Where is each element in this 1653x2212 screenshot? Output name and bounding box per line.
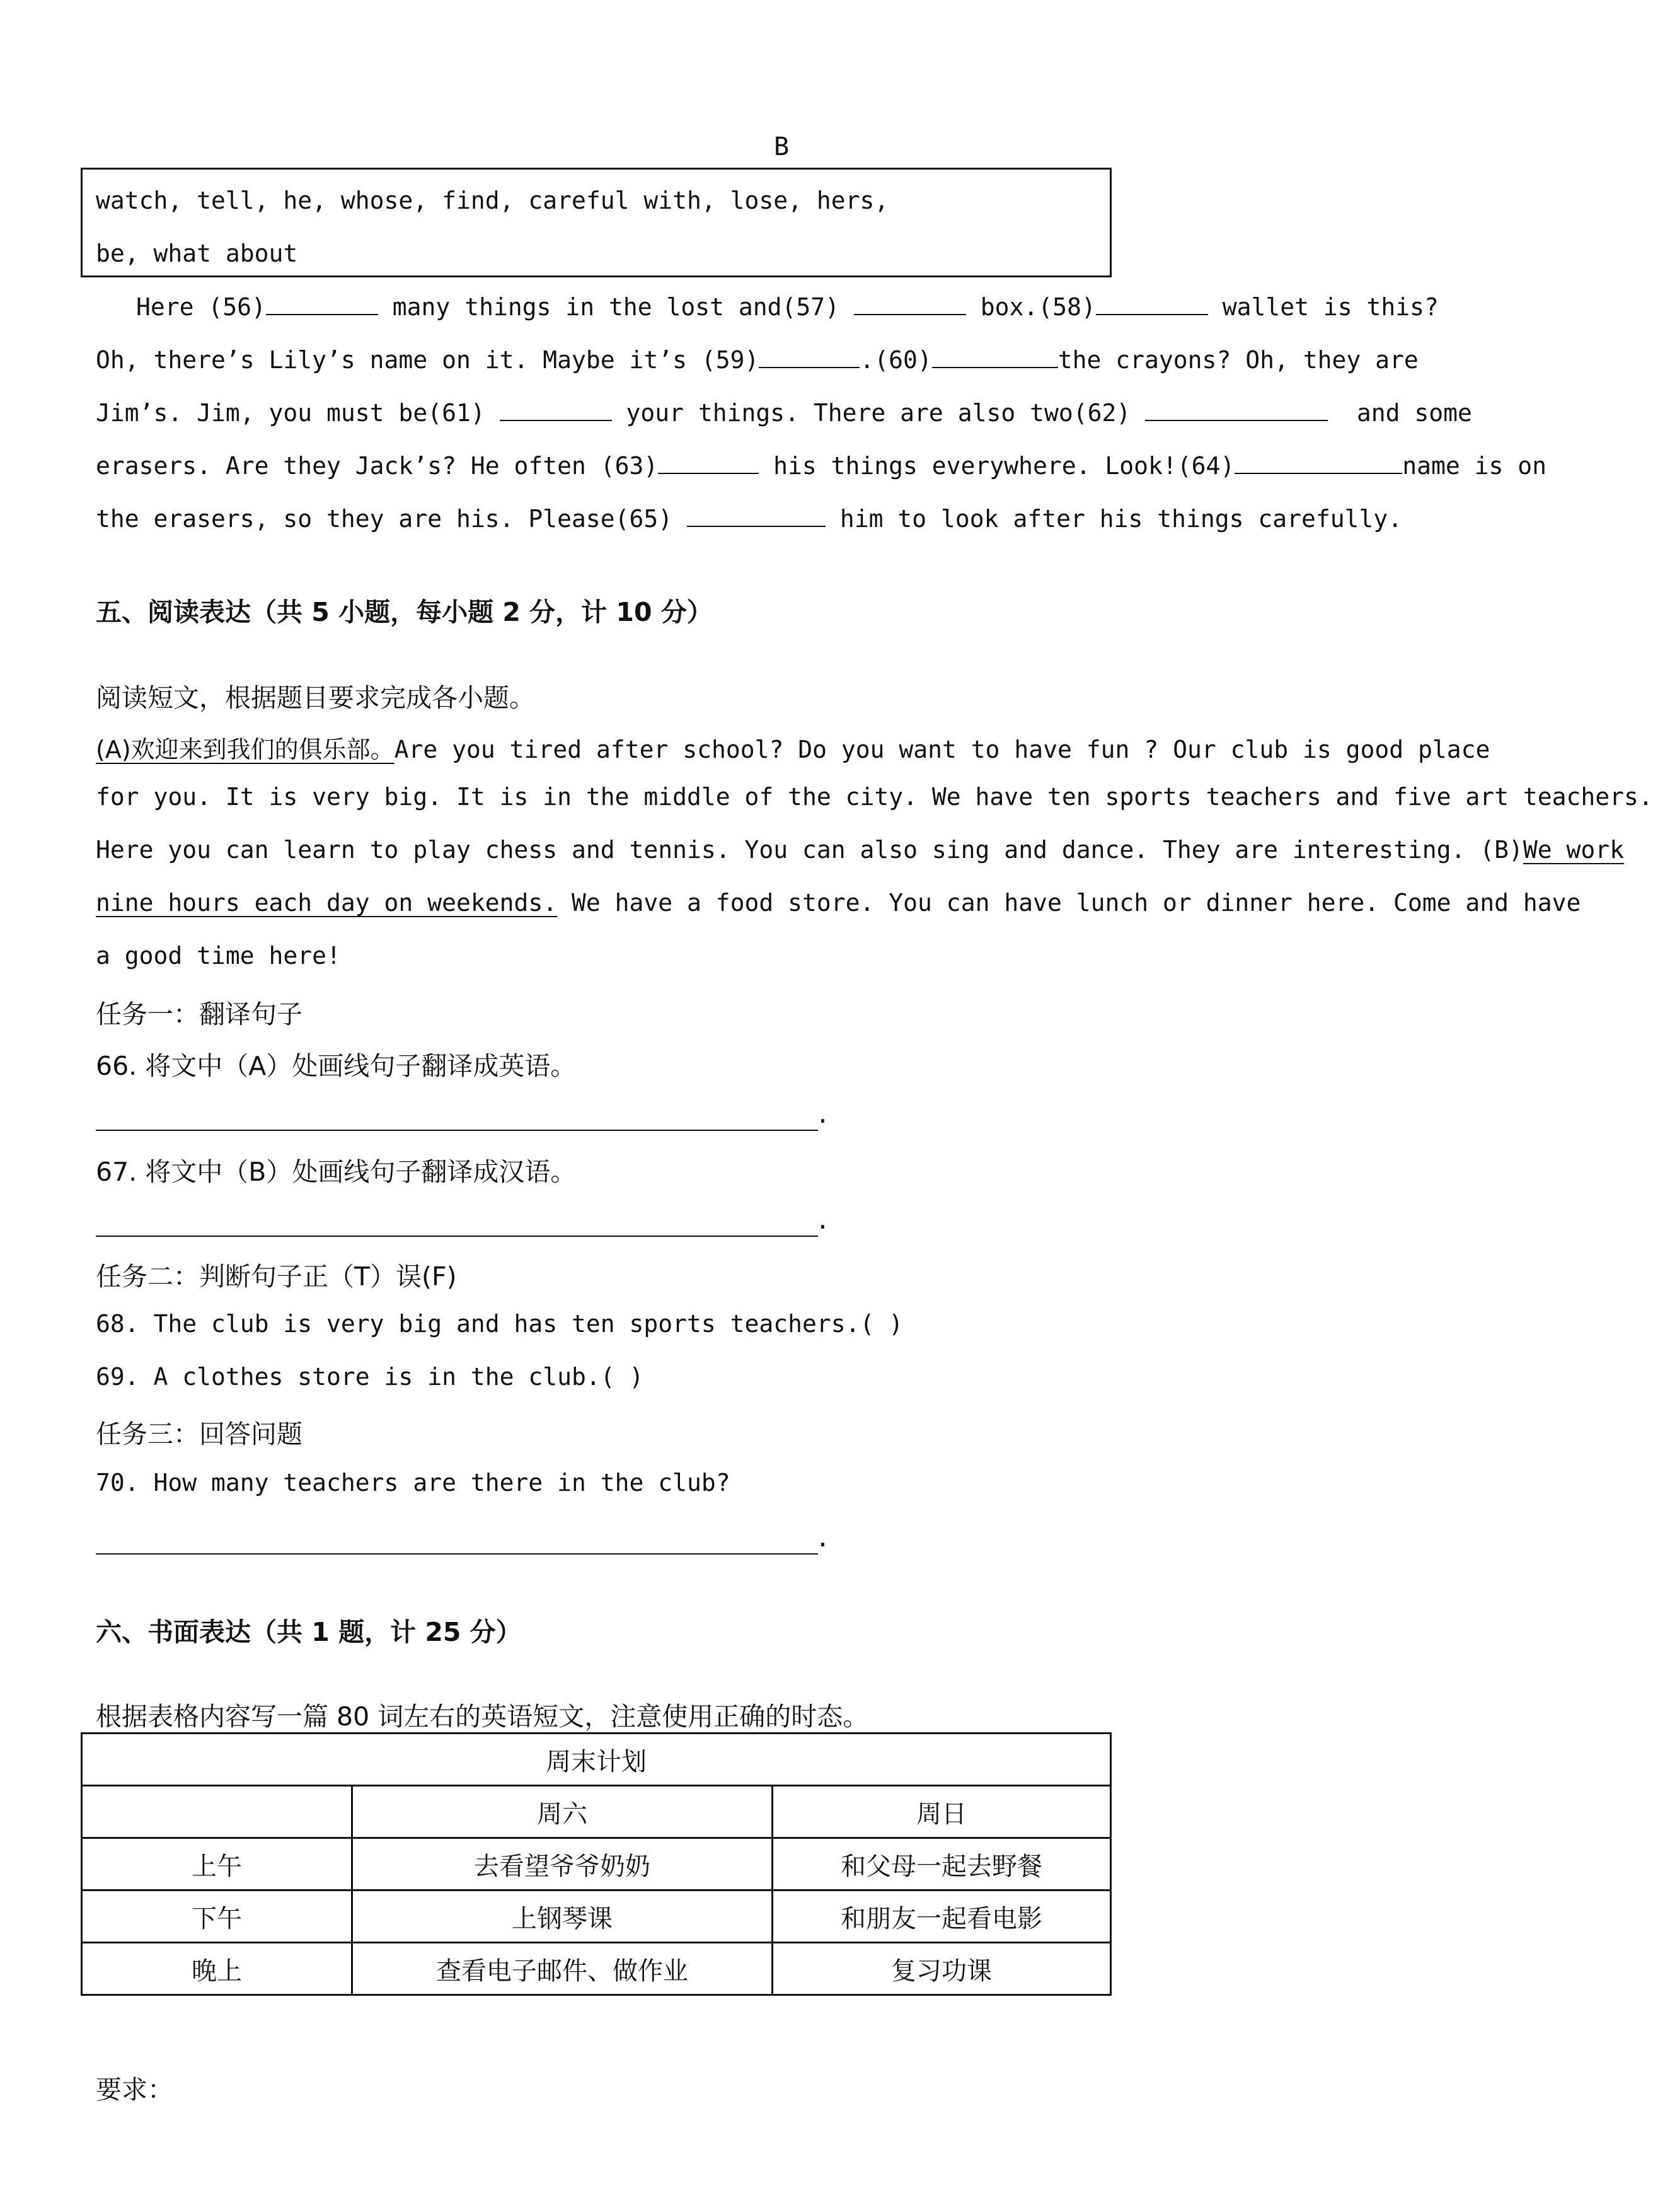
underline-b: We work <box>1523 836 1625 864</box>
task1-label: 任务一：翻译句子 <box>96 999 302 1029</box>
table-cell: 查看电子邮件、做作业 <box>352 1943 773 1995</box>
blank-57[interactable] <box>854 292 966 315</box>
table-row <box>82 1943 1111 1995</box>
underline-b: nine hours each day on weekends. <box>96 889 558 917</box>
passage-b-line: Jim’s. Jim, you must be(61) your things. There are also two(62) and some <box>96 399 1472 427</box>
passage-b-line: Here (56) many things in the lost and(57) box.(58) wallet is this? <box>136 293 1439 321</box>
underline-a: (A)欢迎来到我们的俱乐部。 <box>96 736 395 763</box>
answer-line-70[interactable] <box>96 1553 818 1555</box>
answer-period: . <box>815 1207 830 1234</box>
blank-64[interactable] <box>1235 451 1402 474</box>
word-box-line1: watch, tell, he, whose, find, careful with, lose, hers, <box>96 187 889 214</box>
blank-59[interactable] <box>759 345 860 368</box>
table-row <box>82 1838 1111 1891</box>
section6-instruction: 根据表格内容写一篇 80 词左右的英语短文，注意使用正确的时态。 <box>96 1701 869 1732</box>
section5-instruction: 阅读短文，根据题目要求完成各小题。 <box>96 683 535 713</box>
question-67: 67. 将文中（B）处画线句子翻译成汉语。 <box>96 1157 577 1187</box>
table-cell: 晚上 <box>82 1943 352 1995</box>
table-header-cell: 周六 <box>352 1786 773 1838</box>
passage-b-line: Oh, there’s Lily’s name on it. Maybe it’s (59) .(60) the crayons? Oh, they are <box>96 346 1419 374</box>
table-header-cell <box>82 1786 352 1838</box>
question-69: 69. A clothes store is in the club.( ) <box>96 1363 644 1391</box>
section5-heading: 五、阅读表达（共 5 小题，每小题 2 分，计 10 分） <box>96 597 713 627</box>
question-66: 66. 将文中（A）处画线句子翻译成英语。 <box>96 1051 577 1081</box>
question-68: 68. The club is very big and has ten sports teachers.( ) <box>96 1310 904 1338</box>
requirements-label: 要求： <box>96 2075 173 2105</box>
table-cell: 和朋友一起看电影 <box>773 1891 1111 1943</box>
section6-heading: 六、书面表达（共 1 题，计 25 分） <box>96 1617 522 1647</box>
table-title: 周末计划 <box>82 1734 1111 1786</box>
answer-period: . <box>815 1101 830 1128</box>
table-cell: 下午 <box>82 1891 352 1943</box>
passage-line: for you. It is very big. It is in the middle of the city. We have ten sports teachers and five art teachers. <box>96 783 1653 811</box>
task2-label: 任务二：判断句子正（T）误(F) <box>96 1261 457 1292</box>
passage-b-line: the erasers, so they are his. Please(65) him to look after his things carefully. <box>96 505 1403 533</box>
table-cell: 和父母一起去野餐 <box>773 1838 1111 1891</box>
word-box-line2: be, what about <box>96 240 298 267</box>
blank-58[interactable] <box>1096 292 1208 315</box>
passage-line: Here you can learn to play chess and tennis. You can also sing and dance. They are interesting. (B)We work <box>96 836 1625 864</box>
blank-63[interactable] <box>658 451 759 474</box>
passage-b-line: erasers. Are they Jack’s? He often (63) his things everywhere. Look!(64) name is on <box>96 452 1547 480</box>
blank-61[interactable] <box>500 398 612 421</box>
table-cell: 复习功课 <box>773 1943 1111 1995</box>
task3-label: 任务三：回答问题 <box>96 1419 302 1449</box>
passage-line: a good time here! <box>96 942 341 970</box>
answer-line-66[interactable] <box>96 1130 818 1131</box>
blank-65[interactable] <box>687 504 826 527</box>
blank-60[interactable] <box>932 345 1058 368</box>
passage-line: (A)欢迎来到我们的俱乐部。Are you tired after school? Do you want to have fun ? Our club is good place <box>96 736 1490 763</box>
table-cell: 去看望爷爷奶奶 <box>352 1838 773 1891</box>
blank-56[interactable] <box>266 292 378 315</box>
table-cell: 上钢琴课 <box>352 1891 773 1943</box>
table-row <box>82 1891 1111 1943</box>
answer-period: . <box>815 1524 830 1552</box>
blank-62[interactable] <box>1145 398 1328 421</box>
section-b-title: B <box>774 132 790 161</box>
weekend-plan-table <box>81 1732 1112 1996</box>
question-70: 70. How many teachers are there in the club? <box>96 1469 730 1497</box>
table-header-cell: 周日 <box>773 1786 1111 1838</box>
table-cell: 上午 <box>82 1838 352 1891</box>
passage-line: nine hours each day on weekends. We have a food store. You can have lunch or dinner here. Come and have <box>96 889 1581 917</box>
answer-line-67[interactable] <box>96 1236 818 1237</box>
